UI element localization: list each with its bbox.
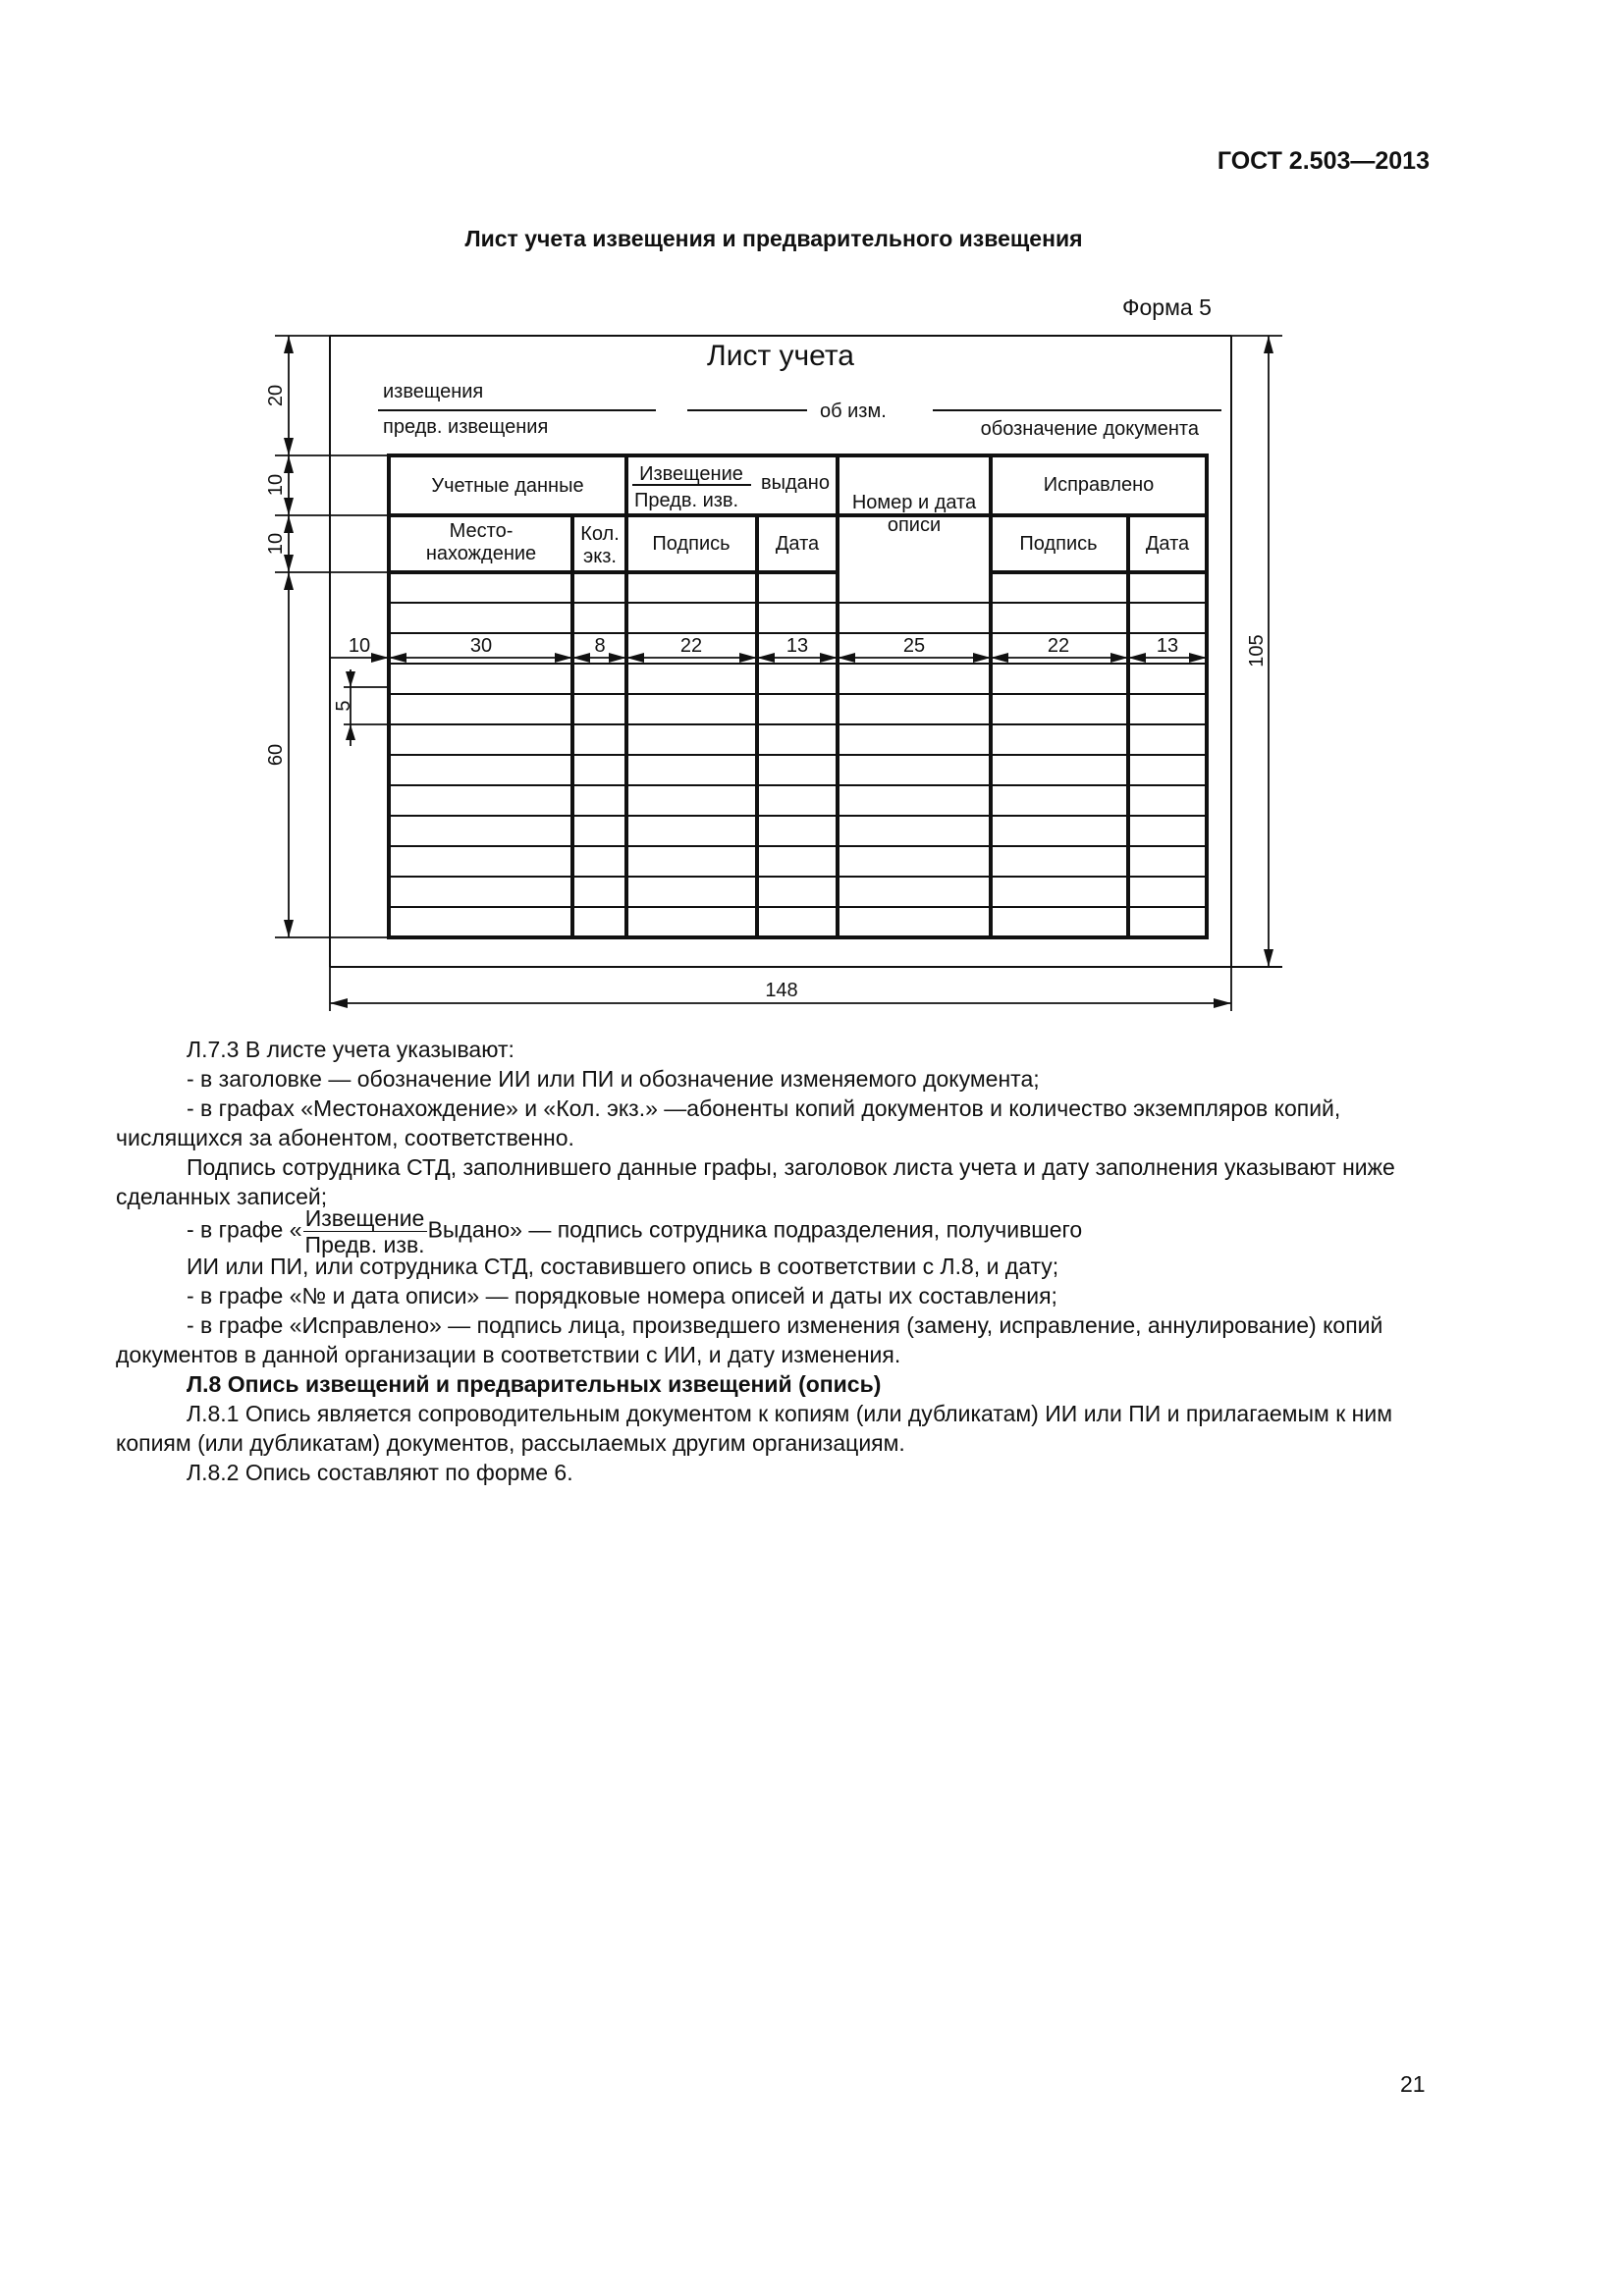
dim-row2-height: 10 [265, 532, 287, 556]
list-item-notice-suffix: Выдано» — подпись сотрудника подразделения, получившего [427, 1216, 1083, 1243]
section-heading-l8: Л.8 Опись извещений и предварительных извещений (опись) [187, 1371, 882, 1397]
form-caption: Лист учета извещения и предварительного извещения [464, 226, 1083, 251]
dim-signature: 22 [679, 635, 703, 657]
col-location-line1: Место- [449, 520, 514, 542]
dim-margin: 10 [348, 635, 371, 657]
col-date: Дата [775, 533, 820, 555]
dim-signature-corrected: 22 [1047, 635, 1070, 657]
col-notice-numerator: Извещение [639, 463, 743, 485]
dim-total-height: 105 [1246, 634, 1268, 667]
paragraph-l82: Л.8.2 Опись составляют по форме 6. [187, 1460, 573, 1485]
col-copies-line1: Кол. [580, 523, 620, 545]
dim-body-height: 60 [265, 743, 287, 767]
dim-row-pitch: 5 [333, 700, 354, 712]
paragraph-signature: Подпись сотрудника СТД, заполнившего данные графы, заголовок листа учета и дату заполнения указывают ниже сделанных записей; [116, 1154, 1395, 1209]
col-inventory-line2: описи [887, 514, 942, 536]
col-issued: выдано [761, 472, 830, 494]
notice-fraction-denominator: Предв. изв. [304, 1232, 425, 1257]
paragraph-l81: Л.8.1 Опись является сопроводительным документом к копиям (или дубликатам) ИИ или ПИ и прилагаемым к ним копиям (или дубликатам) документов, рассылаемых другим организациям. [116, 1401, 1393, 1456]
dim-copies: 8 [594, 635, 606, 657]
dim-date-corrected: 13 [1156, 635, 1179, 657]
field-notice-label: извещения [383, 381, 484, 402]
col-notice-denominator: Предв. изв. [634, 490, 739, 511]
dim-row1-height: 10 [265, 473, 287, 497]
dim-inventory: 25 [902, 635, 926, 657]
form-title: Лист учета [707, 340, 854, 372]
col-inventory-line1: Номер и дата [851, 492, 977, 513]
field-change-number-label: об изм. [820, 400, 887, 422]
dim-date: 13 [785, 635, 809, 657]
page-number: 21 [1400, 2071, 1426, 2097]
paragraph-l73-intro: Л.7.3 В листе учета указывают: [187, 1037, 514, 1062]
standard-code: ГОСТ 2.503—2013 [1217, 147, 1430, 175]
list-item-inventory: - в графе «№ и дата описи» — порядковые номера описей и даты их составления; [187, 1283, 1057, 1308]
col-accounting-data: Учетные данные [431, 475, 584, 497]
list-item-notice-prefix: - в графе « [187, 1216, 302, 1243]
notice-fraction [303, 1205, 427, 1257]
dim-location: 30 [469, 635, 493, 657]
body-text [116, 1035, 1432, 1487]
col-signature: Подпись [652, 533, 731, 555]
list-item-notice-continuation: ИИ или ПИ, или сотрудника СТД, составившего опись в соответствии с Л.8, и дату; [187, 1254, 1059, 1279]
field-doc-designation-label: обозначение документа [980, 418, 1199, 440]
col-location-line2: нахождение [425, 543, 537, 564]
col-copies-line2: экз. [583, 546, 617, 567]
dim-header-height: 20 [265, 384, 287, 407]
list-item-corrected: - в графе «Исправлено» — подпись лица, произведшего изменения (замену, исправление, аннулирование) копий документов в данной организации в соответствии с ИИ, и дату изменения. [116, 1312, 1383, 1367]
list-item-location: - в графах «Местонахождение» и «Кол. экз.» —абоненты копий документов и количество экземпляров копий, числящихся за абонентом, соответственно. [116, 1095, 1341, 1150]
col-date-corrected: Дата [1145, 533, 1190, 555]
col-signature-corrected: Подпись [1019, 533, 1098, 555]
list-item-header: - в заголовке — обозначение ИИ или ПИ и обозначение изменяемого документа; [187, 1066, 1040, 1092]
form-drawing [0, 0, 1624, 1031]
list-item-notice [116, 1205, 1432, 1257]
col-corrected: Исправлено [1043, 474, 1155, 496]
dim-total-width: 148 [765, 980, 798, 1001]
field-prelim-notice-label: предв. извещения [383, 416, 549, 438]
notice-fraction-numerator: Извещение [303, 1205, 427, 1232]
form-label: Форма 5 [1122, 294, 1212, 320]
